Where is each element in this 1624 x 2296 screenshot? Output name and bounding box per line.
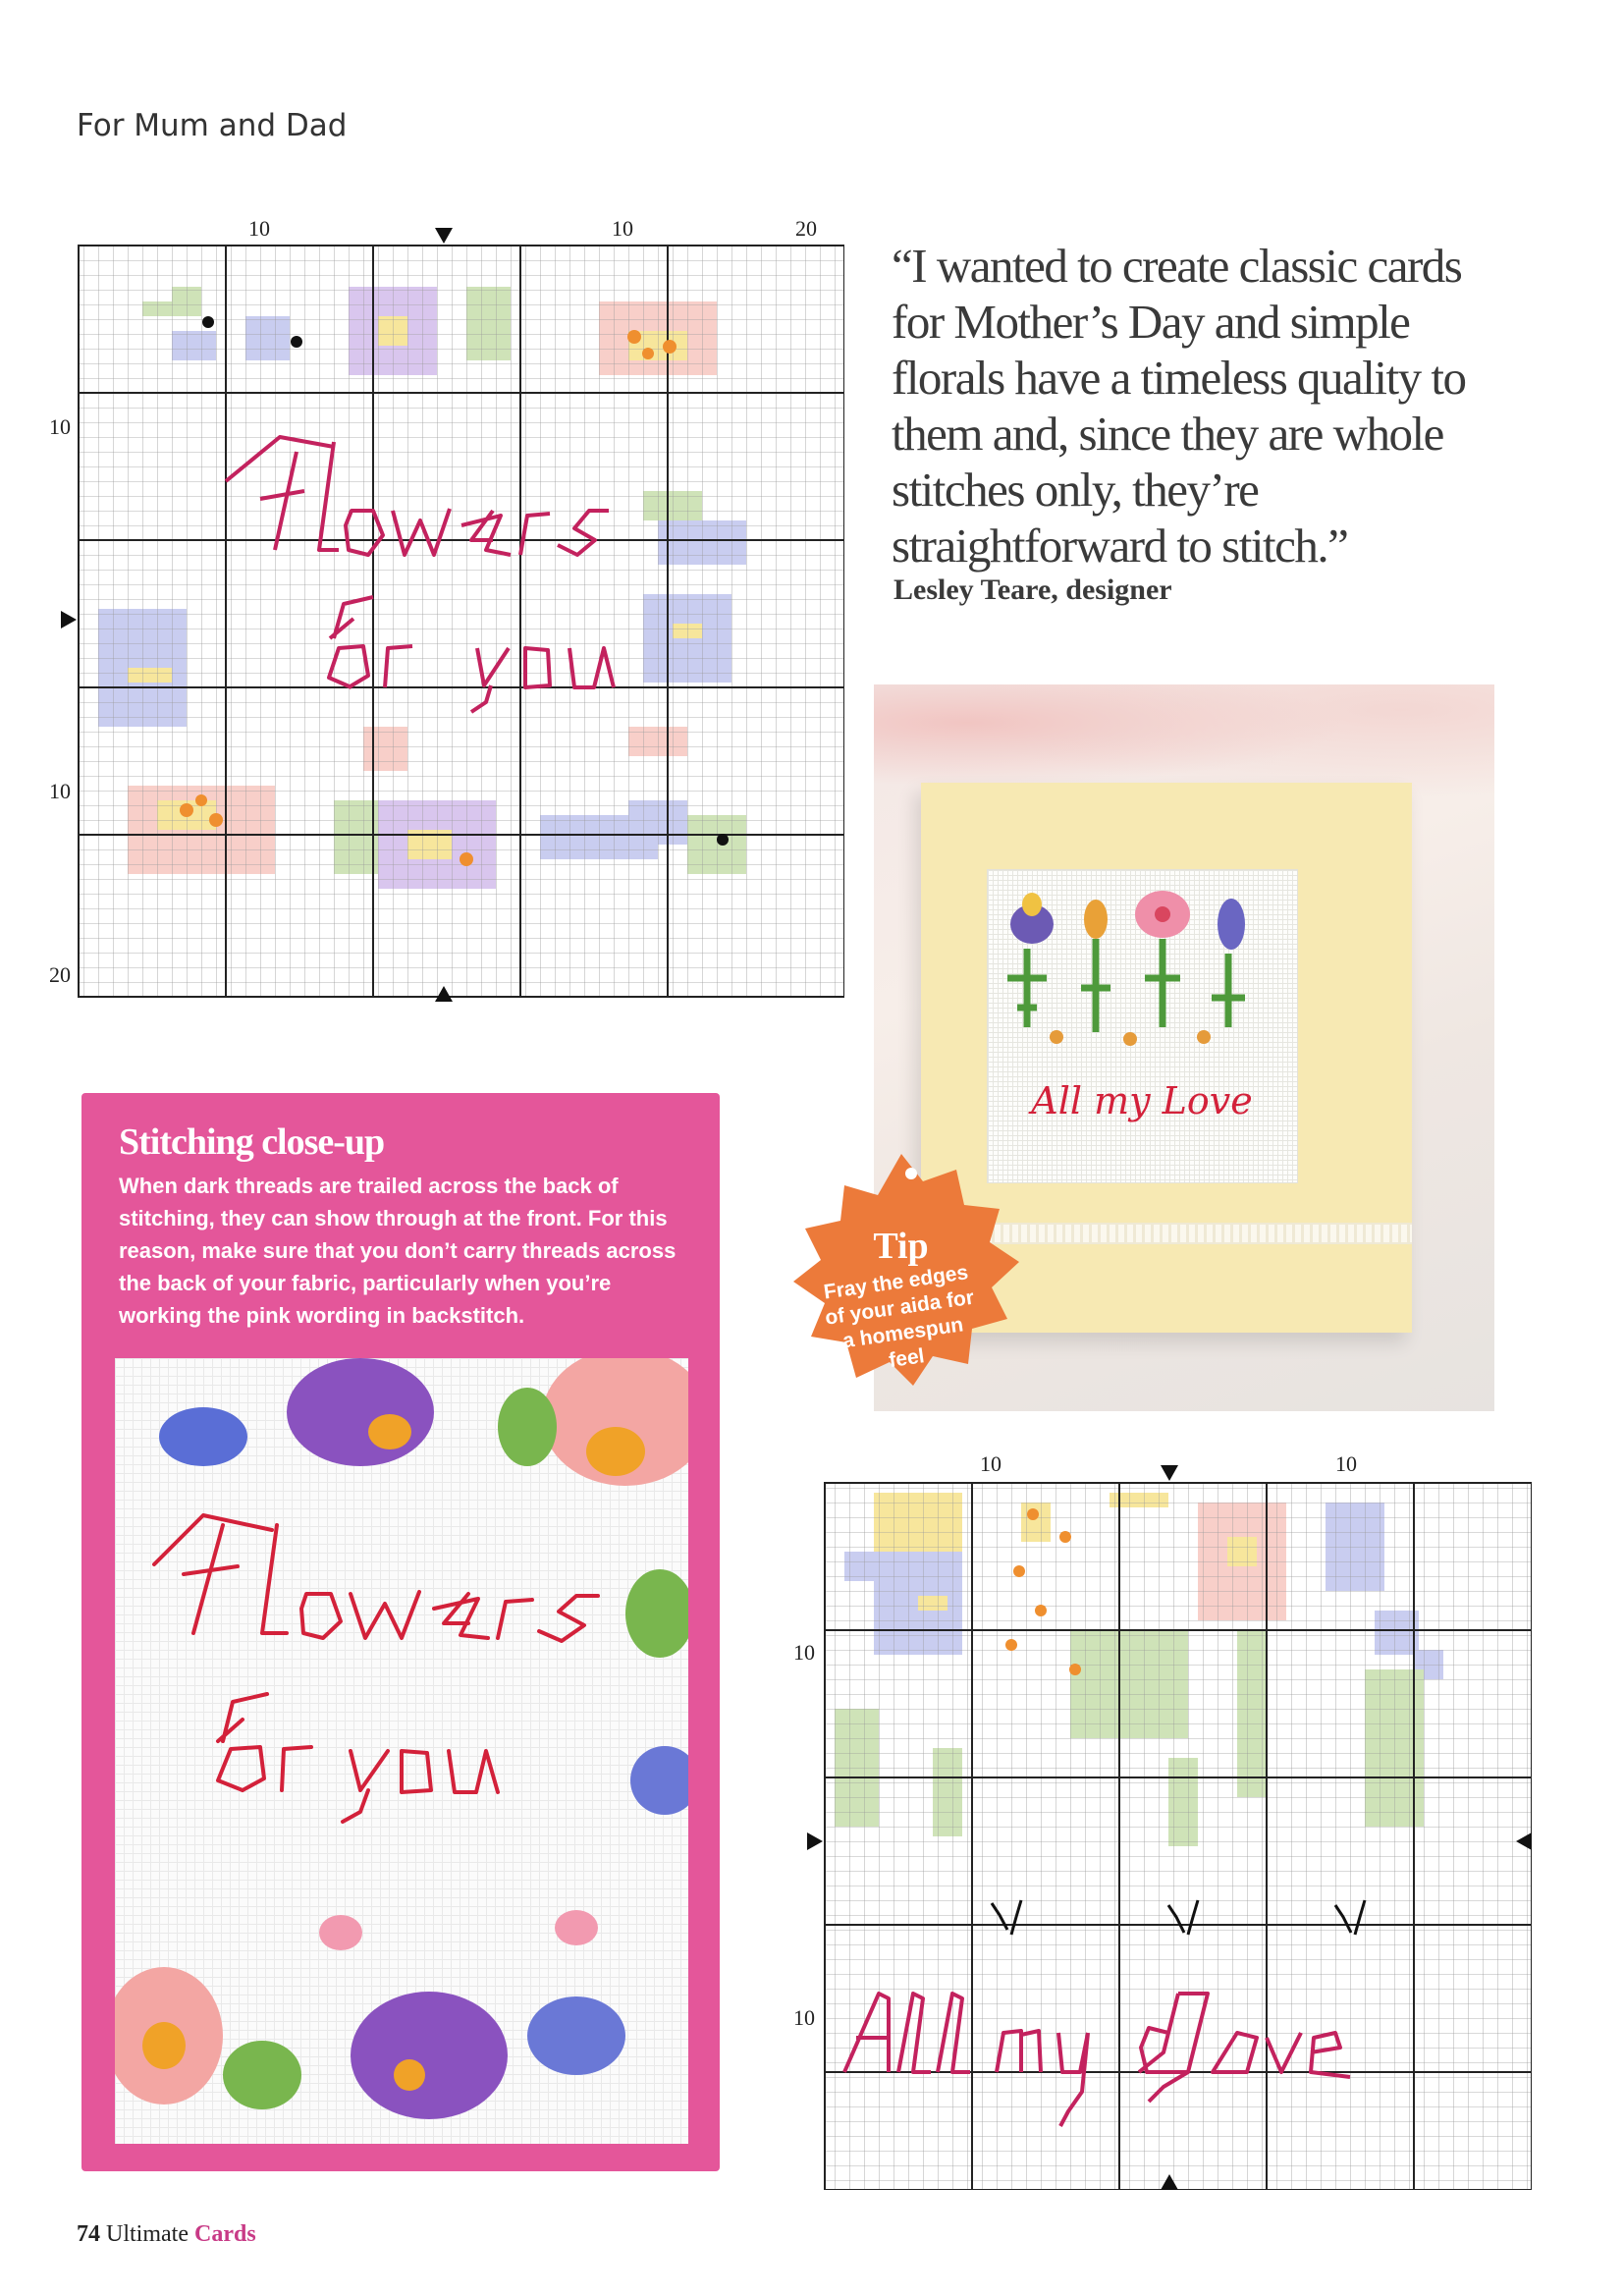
tip-text: Fray the edges of your aida for a homespun feel [822,1261,976,1373]
left-tick-label: 10 [49,779,71,803]
chart2-grid [776,1444,1532,2190]
left-tick-label: 10 [793,2005,815,2030]
tip-badge [776,1144,1026,1394]
brand-cards: Cards [193,2221,256,2247]
closeup-photo [115,1358,688,2144]
page-number: 74 [77,2221,100,2247]
left-center-arrow [61,611,77,629]
card-lettering: All my Love [1031,1079,1253,1122]
top-tick-label: 10 [980,1451,1001,1476]
left-tick-label: 10 [793,1640,815,1665]
chart-grid [39,216,844,1002]
panel-body: When dark threads are trailed across the back of stitching, they can show through at the front. For this reason, make sure that you don’t carry threads across the back of your fabric, particularly when you’re working the pink wording in backstitch. [119,1174,677,1328]
left-center-arrow [807,1832,823,1850]
left-tick-label: 10 [49,414,71,439]
top-tick-label: 10 [612,216,633,241]
stitching-closeup-panel [81,1093,720,2171]
stitched-flowers [1007,891,1245,1046]
quote-attribution: Lesley Teare, designer [893,574,1172,606]
aida-stitching [987,869,1298,1183]
top-tick-label: 10 [1335,1451,1357,1476]
closeup-backstitch [154,1515,598,1822]
designer-quote: “I wanted to create classic cards for Mother’s Day and simple florals have a timeless quality to them and, since they are whole stitches only, they’re straightforward to stitch.” [892,239,1466,573]
tip-title: Tip [873,1226,929,1267]
flowers-for-you-chart [39,216,844,1002]
panel-title: Stitching close-up [119,1121,385,1163]
closeup-flowers [115,1358,688,2119]
section-label: For Mum and Dad [77,108,348,143]
all-my-love-chart [776,1444,1532,2190]
top-tick-label: 20 [795,216,817,241]
top-tick-label: 10 [248,216,270,241]
left-tick-label: 20 [49,962,71,987]
top-center-arrow [435,228,453,244]
page-footer [77,2221,256,2248]
brand-ultimate: Ultimate [106,2221,189,2247]
top-center-arrow [1161,1465,1178,1481]
